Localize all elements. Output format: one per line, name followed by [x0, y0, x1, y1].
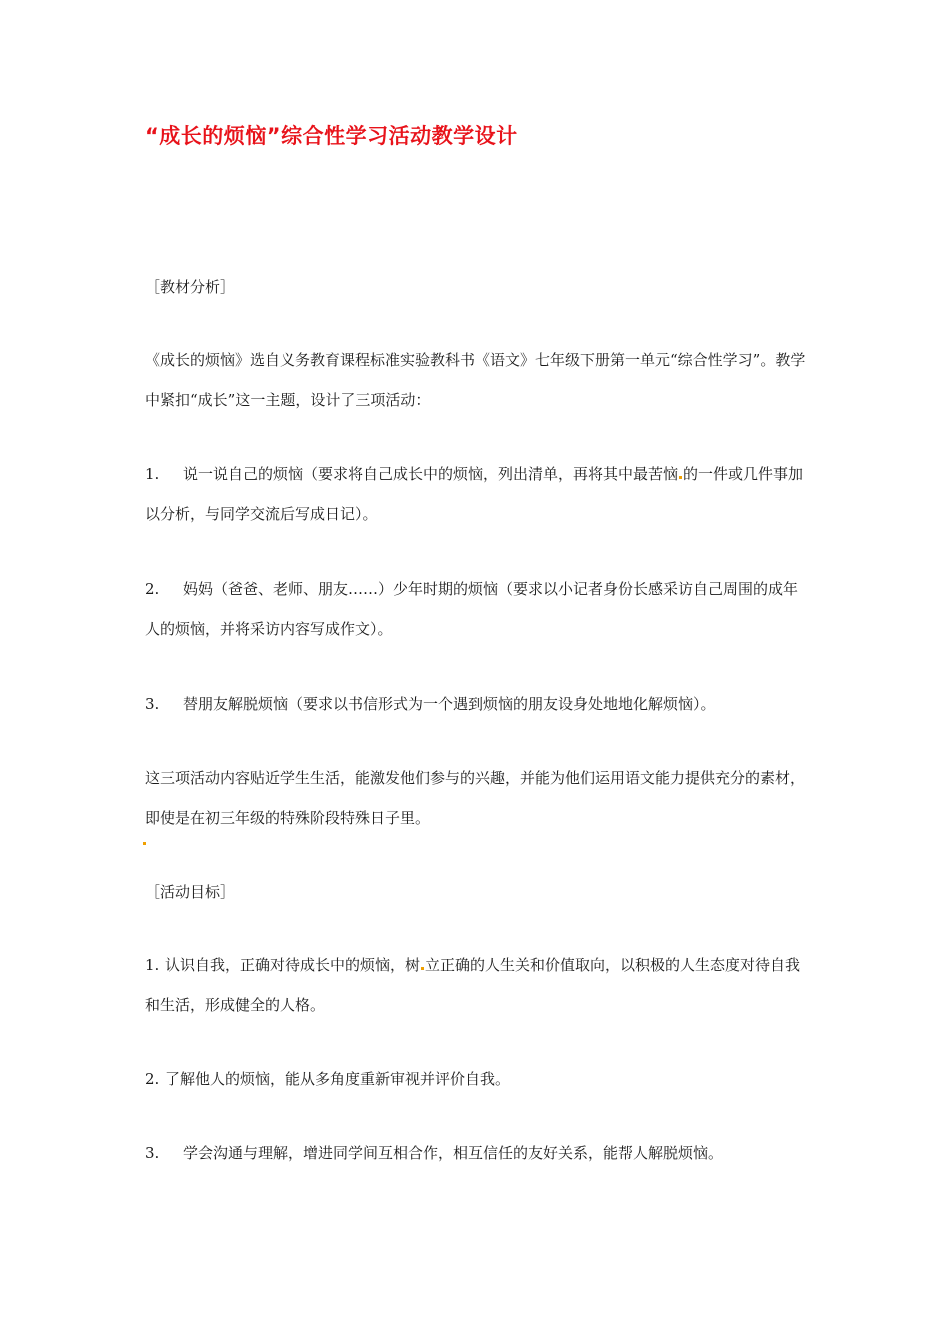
goal-item-1: [145, 945, 810, 1025]
goal-item-3: [145, 1133, 810, 1173]
summary-paragraph: 这三项活动内容贴近学生生活，能激发他们参与的兴趣，并能为他们运用语文能力提供充分的素材，即使是在初三年级的特殊阶段特殊日子里。: [145, 769, 806, 827]
item-text: 了解他人的烦恼，能从多角度重新审视并评价自我。: [165, 1070, 511, 1088]
activity-item-1: [145, 454, 810, 534]
item-text-part-b: 立正确的人生关和价值取向，以积极的人生态度对待自我和生活，形成健全的人格。: [145, 956, 801, 1014]
section-heading-material-analysis: ［教材分析］: [145, 278, 236, 296]
item-number: 2.: [145, 580, 160, 598]
item-number: 2.: [145, 1070, 160, 1088]
item-text-part-a: 认识自我，正确对待成长中的烦恼，树: [165, 956, 421, 974]
item-number: 1.: [145, 956, 160, 974]
item-number: 3.: [145, 1144, 160, 1162]
goal-item-2: [145, 1059, 810, 1099]
revision-mark: [421, 967, 424, 970]
activity-item-2: [145, 569, 810, 649]
item-text: 妈妈（爸爸、老师、朋友……）少年时期的烦恼（要求以小记者身份长感采访自己周围的成年人的烦恼，并将采访内容写成作文）。: [145, 580, 799, 638]
activity-item-3: [145, 684, 810, 724]
item-number: 1.: [145, 465, 160, 483]
item-text-part-b: 的一件或几件事加以分析，与同学交流后写成日记）。: [145, 465, 804, 523]
item-text: 学会沟通与理解，增进同学间互相合作，相互信任的友好关系，能帮人解脱烦恼。: [183, 1144, 724, 1162]
revision-mark: [143, 842, 146, 845]
intro-paragraph: 《成长的烦恼》选自义务教育课程标准实验教科书《语文》七年级下册第一单元“综合性学习”。教学中紧扣“成长”这一主题，设计了三项活动：: [145, 351, 806, 409]
document-title: “成长的烦恼”综合性学习活动教学设计: [145, 124, 518, 148]
item-text: 替朋友解脱烦恼（要求以书信形式为一个遇到烦恼的朋友设身处地地化解烦恼）。: [183, 695, 716, 713]
revision-mark: [679, 476, 682, 479]
item-text-part-a: 说一说自己的烦恼（要求将自己成长中的烦恼，列出清单，再将其中最苦恼: [183, 465, 679, 483]
section-heading-activity-goals: ［活动目标］: [145, 883, 236, 901]
item-number: 3.: [145, 695, 160, 713]
